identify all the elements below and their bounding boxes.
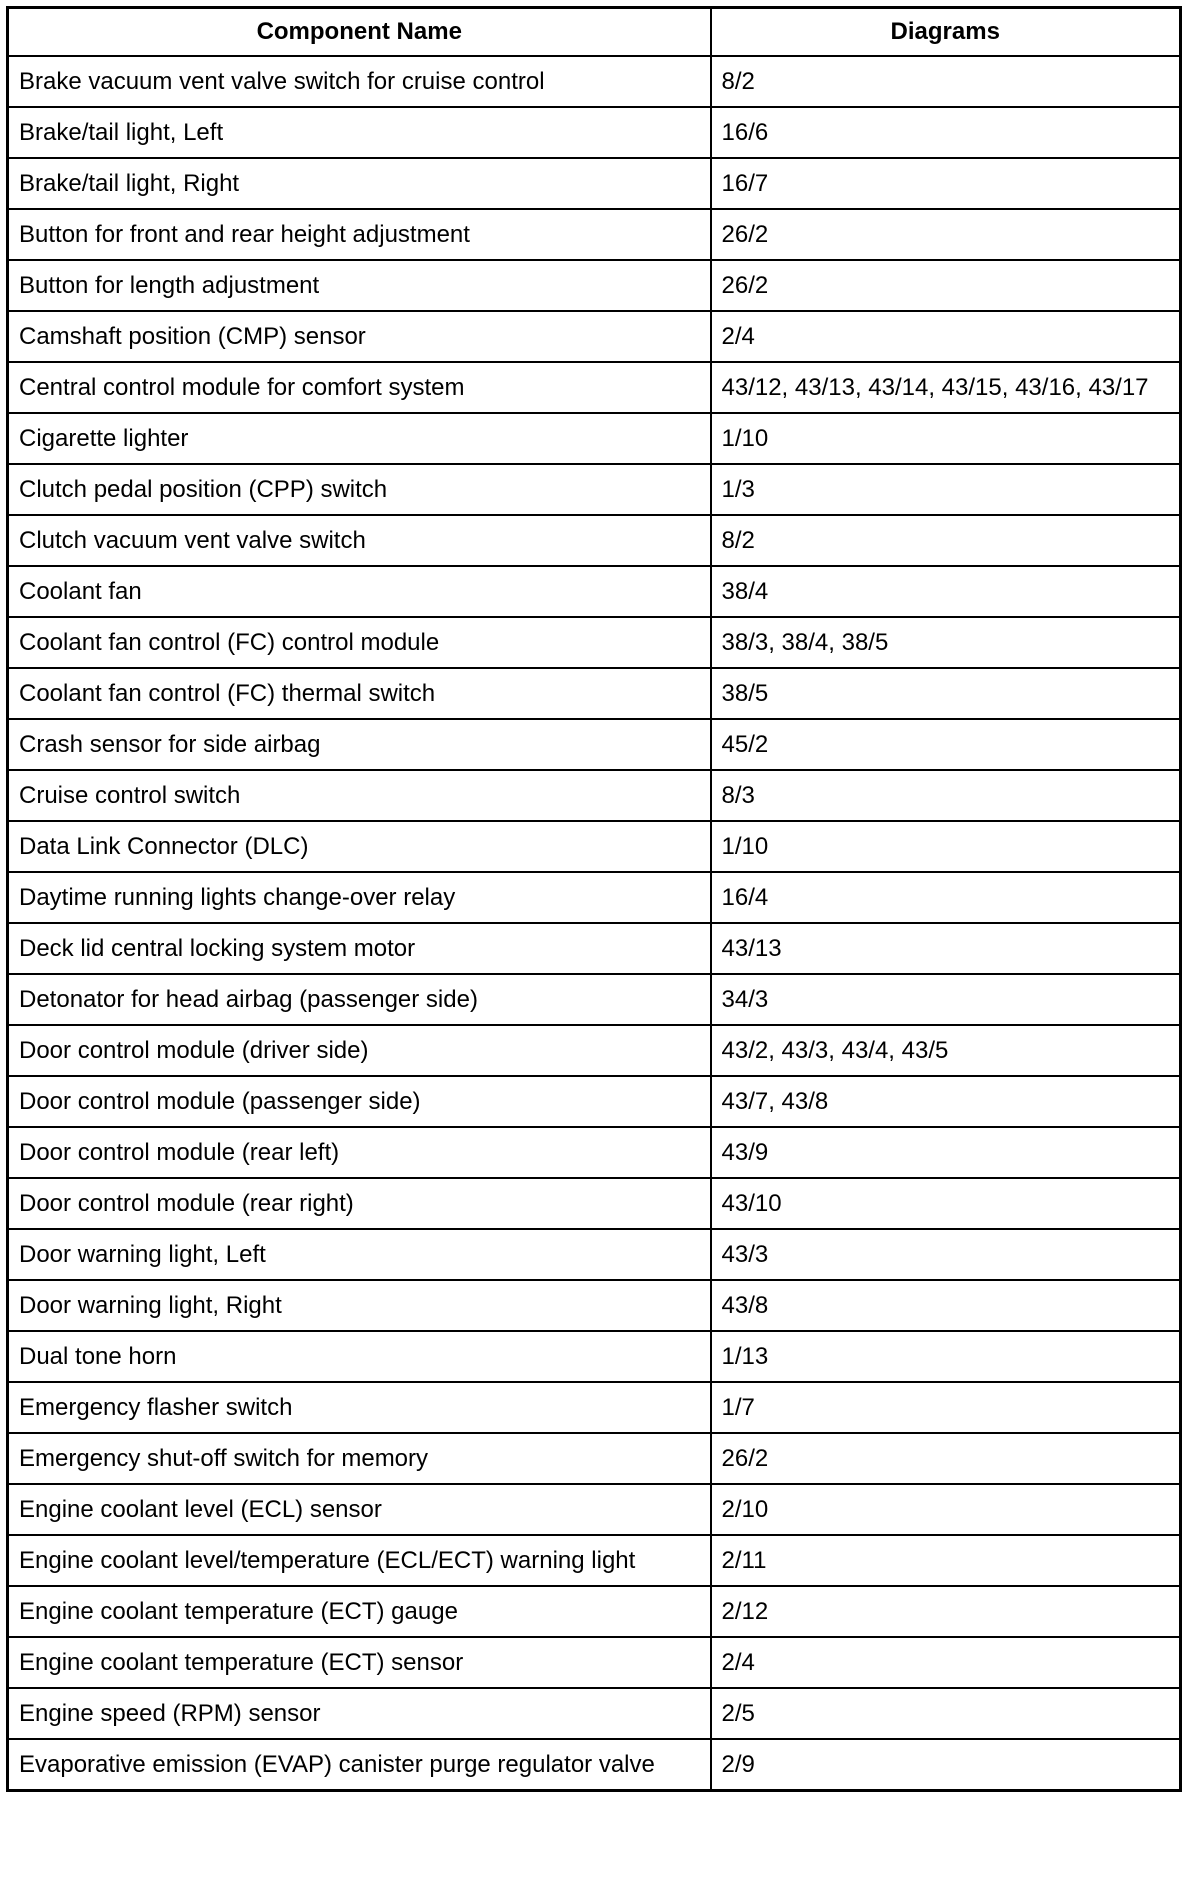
component-name-cell: Brake/tail light, Left bbox=[8, 107, 711, 158]
table-row bbox=[8, 1382, 1181, 1433]
table-row bbox=[8, 515, 1181, 566]
table-row bbox=[8, 668, 1181, 719]
table-row bbox=[8, 1739, 1181, 1791]
diagrams-cell: 16/6 bbox=[711, 107, 1181, 158]
diagrams-cell: 26/2 bbox=[711, 209, 1181, 260]
diagrams-cell: 38/3, 38/4, 38/5 bbox=[711, 617, 1181, 668]
diagrams-cell: 2/5 bbox=[711, 1688, 1181, 1739]
table-row bbox=[8, 1637, 1181, 1688]
diagrams-cell: 43/7, 43/8 bbox=[711, 1076, 1181, 1127]
table-row bbox=[8, 923, 1181, 974]
table-row bbox=[8, 1076, 1181, 1127]
component-name-cell: Clutch vacuum vent valve switch bbox=[8, 515, 711, 566]
component-name-cell: Cruise control switch bbox=[8, 770, 711, 821]
component-name-cell: Coolant fan control (FC) thermal switch bbox=[8, 668, 711, 719]
table-row bbox=[8, 617, 1181, 668]
component-name-cell: Evaporative emission (EVAP) canister purge regulator valve bbox=[8, 1739, 711, 1791]
table-row bbox=[8, 362, 1181, 413]
diagrams-cell: 43/10 bbox=[711, 1178, 1181, 1229]
table-row bbox=[8, 566, 1181, 617]
diagrams-cell: 2/10 bbox=[711, 1484, 1181, 1535]
diagrams-cell: 2/12 bbox=[711, 1586, 1181, 1637]
diagrams-cell: 2/11 bbox=[711, 1535, 1181, 1586]
table-row bbox=[8, 1178, 1181, 1229]
diagrams-cell: 1/10 bbox=[711, 821, 1181, 872]
component-name-cell: Deck lid central locking system motor bbox=[8, 923, 711, 974]
component-name-cell: Door warning light, Left bbox=[8, 1229, 711, 1280]
diagrams-cell: 16/7 bbox=[711, 158, 1181, 209]
component-name-cell: Emergency flasher switch bbox=[8, 1382, 711, 1433]
component-name-cell: Button for length adjustment bbox=[8, 260, 711, 311]
component-name-cell: Camshaft position (CMP) sensor bbox=[8, 311, 711, 362]
diagrams-cell: 43/8 bbox=[711, 1280, 1181, 1331]
diagrams-cell: 43/12, 43/13, 43/14, 43/15, 43/16, 43/17 bbox=[711, 362, 1181, 413]
diagrams-cell: 16/4 bbox=[711, 872, 1181, 923]
table-row bbox=[8, 1688, 1181, 1739]
diagrams-cell: 1/10 bbox=[711, 413, 1181, 464]
diagrams-cell: 8/3 bbox=[711, 770, 1181, 821]
component-name-cell: Button for front and rear height adjustment bbox=[8, 209, 711, 260]
component-name-cell: Engine coolant temperature (ECT) gauge bbox=[8, 1586, 711, 1637]
diagrams-cell: 43/13 bbox=[711, 923, 1181, 974]
table-row bbox=[8, 974, 1181, 1025]
component-name-cell: Engine speed (RPM) sensor bbox=[8, 1688, 711, 1739]
table-row bbox=[8, 413, 1181, 464]
table-row bbox=[8, 1331, 1181, 1382]
table-row bbox=[8, 158, 1181, 209]
table-row bbox=[8, 1433, 1181, 1484]
component-name-cell: Detonator for head airbag (passenger side) bbox=[8, 974, 711, 1025]
table-body bbox=[8, 56, 1181, 1791]
table-row bbox=[8, 1535, 1181, 1586]
table-row bbox=[8, 1025, 1181, 1076]
table-row bbox=[8, 1127, 1181, 1178]
table-row bbox=[8, 1229, 1181, 1280]
table-row bbox=[8, 1484, 1181, 1535]
table-row bbox=[8, 209, 1181, 260]
diagrams-cell: 43/9 bbox=[711, 1127, 1181, 1178]
component-name-cell: Dual tone horn bbox=[8, 1331, 711, 1382]
table-row bbox=[8, 719, 1181, 770]
diagrams-cell: 1/3 bbox=[711, 464, 1181, 515]
diagrams-cell: 38/4 bbox=[711, 566, 1181, 617]
table-row bbox=[8, 821, 1181, 872]
diagrams-cell: 8/2 bbox=[711, 515, 1181, 566]
diagrams-cell: 2/4 bbox=[711, 311, 1181, 362]
diagrams-cell: 26/2 bbox=[711, 1433, 1181, 1484]
table-row bbox=[8, 872, 1181, 923]
component-name-cell: Engine coolant level (ECL) sensor bbox=[8, 1484, 711, 1535]
component-name-header: Component Name bbox=[8, 8, 711, 57]
component-name-cell: Cigarette lighter bbox=[8, 413, 711, 464]
diagrams-header: Diagrams bbox=[711, 8, 1181, 57]
component-name-cell: Coolant fan control (FC) control module bbox=[8, 617, 711, 668]
component-name-cell: Door control module (rear left) bbox=[8, 1127, 711, 1178]
diagrams-cell: 38/5 bbox=[711, 668, 1181, 719]
diagrams-cell: 1/13 bbox=[711, 1331, 1181, 1382]
diagrams-cell: 8/2 bbox=[711, 56, 1181, 107]
component-name-cell: Engine coolant temperature (ECT) sensor bbox=[8, 1637, 711, 1688]
component-name-cell: Emergency shut-off switch for memory bbox=[8, 1433, 711, 1484]
header-row bbox=[8, 8, 1181, 57]
table-row bbox=[8, 107, 1181, 158]
component-name-cell: Door control module (passenger side) bbox=[8, 1076, 711, 1127]
table-row bbox=[8, 311, 1181, 362]
diagrams-cell: 43/2, 43/3, 43/4, 43/5 bbox=[711, 1025, 1181, 1076]
component-name-cell: Door warning light, Right bbox=[8, 1280, 711, 1331]
diagrams-cell: 2/4 bbox=[711, 1637, 1181, 1688]
component-name-cell: Daytime running lights change-over relay bbox=[8, 872, 711, 923]
component-name-cell: Crash sensor for side airbag bbox=[8, 719, 711, 770]
table-row bbox=[8, 1586, 1181, 1637]
diagrams-cell: 1/7 bbox=[711, 1382, 1181, 1433]
table-row bbox=[8, 260, 1181, 311]
diagrams-cell: 2/9 bbox=[711, 1739, 1181, 1791]
diagrams-cell: 34/3 bbox=[711, 974, 1181, 1025]
table-row bbox=[8, 464, 1181, 515]
component-name-cell: Brake vacuum vent valve switch for cruise control bbox=[8, 56, 711, 107]
table-row bbox=[8, 1280, 1181, 1331]
component-name-cell: Clutch pedal position (CPP) switch bbox=[8, 464, 711, 515]
component-name-cell: Coolant fan bbox=[8, 566, 711, 617]
component-name-cell: Engine coolant level/temperature (ECL/ECT) warning light bbox=[8, 1535, 711, 1586]
component-name-cell: Door control module (rear right) bbox=[8, 1178, 711, 1229]
diagrams-cell: 43/3 bbox=[711, 1229, 1181, 1280]
component-name-cell: Door control module (driver side) bbox=[8, 1025, 711, 1076]
component-name-cell: Central control module for comfort system bbox=[8, 362, 711, 413]
diagrams-cell: 26/2 bbox=[711, 260, 1181, 311]
table-header bbox=[8, 8, 1181, 57]
component-name-cell: Brake/tail light, Right bbox=[8, 158, 711, 209]
component-diagram-table bbox=[6, 6, 1182, 1792]
table-row bbox=[8, 56, 1181, 107]
diagrams-cell: 45/2 bbox=[711, 719, 1181, 770]
component-name-cell: Data Link Connector (DLC) bbox=[8, 821, 711, 872]
table-row bbox=[8, 770, 1181, 821]
